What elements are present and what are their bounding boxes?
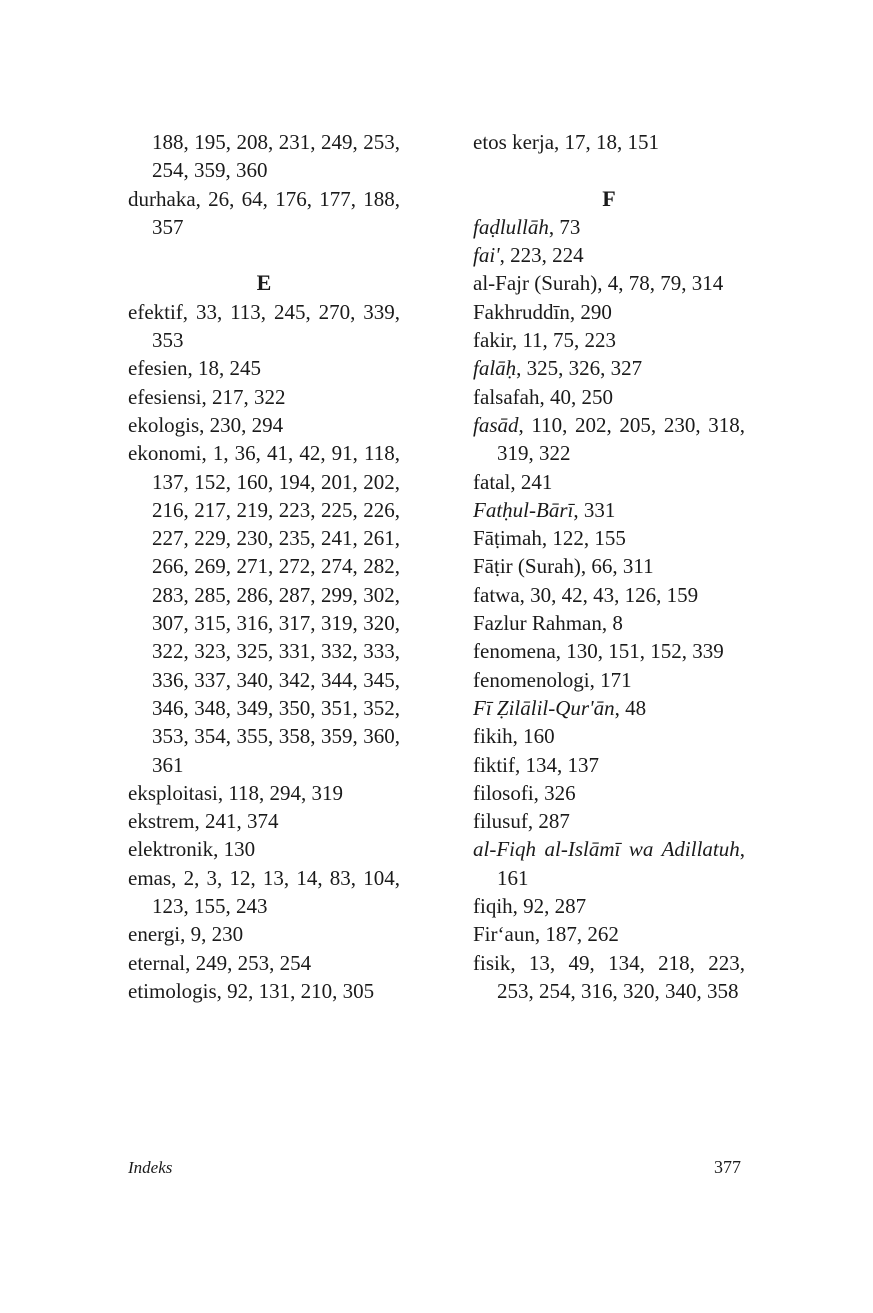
index-term: energi	[128, 922, 181, 947]
index-entry	[473, 949, 745, 1006]
index-pages: , 11, 75, 223	[511, 328, 617, 353]
index-entry	[473, 637, 745, 665]
index-term: falāḥ	[473, 356, 517, 381]
index-pages: , 331	[573, 497, 616, 522]
index-entry	[473, 326, 745, 354]
index-pages: , 40, 250	[539, 384, 613, 409]
index-term: filusuf	[473, 809, 528, 834]
index-pages: , 241, 374	[194, 809, 279, 834]
index-pages: , 33, 113, 245, 270, 339, 353	[152, 299, 400, 353]
index-entry	[473, 779, 745, 807]
right-column	[473, 128, 745, 1005]
index-pages: , 171	[589, 667, 632, 692]
index-entry	[128, 864, 400, 921]
index-term: efektif	[128, 299, 183, 324]
index-pages: , 66, 311	[580, 554, 654, 579]
index-pages: , 2, 3, 12, 13, 14, 83, 104, 123, 155, 243	[152, 865, 400, 919]
left-column	[128, 128, 400, 1005]
index-entry	[128, 920, 400, 948]
index-entry	[473, 213, 745, 241]
index-entry	[473, 524, 745, 552]
index-term: faḍlullāh	[473, 214, 549, 239]
index-pages: , 230, 294	[199, 412, 284, 437]
index-pages: , 160	[512, 724, 555, 749]
index-entry	[473, 807, 745, 835]
index-entry	[128, 411, 400, 439]
index-term: Fāṭir (Surah)	[473, 554, 581, 579]
index-term: fatal	[473, 469, 511, 494]
entries-before-e	[128, 185, 400, 242]
page-number: 377	[714, 1157, 741, 1177]
letter-heading-f: F	[602, 185, 616, 211]
index-pages: , 161	[497, 837, 745, 890]
entries-f	[473, 213, 745, 1005]
index-term: al-Fajr (Surah)	[473, 271, 598, 296]
index-pages: , 187, 262	[534, 922, 619, 947]
index-pages: , 92, 131, 210, 305	[216, 978, 375, 1003]
index-pages: , 249, 253, 254	[185, 950, 312, 975]
index-entry	[473, 552, 745, 580]
index-pages: , 26, 64, 176, 177, 188, 357	[152, 186, 400, 239]
index-term: efesiensi	[128, 384, 202, 409]
index-pages: , 30, 42, 43, 126, 159	[519, 582, 699, 607]
index-entry	[473, 496, 745, 524]
index-term: Fāṭimah	[473, 526, 542, 551]
index-term: fatwa	[473, 582, 520, 607]
index-term: efesien	[128, 356, 188, 381]
index-term: Fazlur Rahman	[473, 611, 602, 636]
index-entry	[473, 609, 745, 637]
index-term: etos kerja	[473, 130, 555, 154]
index-pages: , 8	[601, 611, 623, 636]
index-pages: , 48	[614, 695, 647, 720]
index-pages: , 325, 326, 327	[516, 356, 643, 381]
index-pages: , 1, 36, 41, 42, 91, 118, 137, 152, 160, 194, 201, 202, 216, 217, 219, 223, 225, 226, 227, 229, 230, 235, 241, 261, 266, 269, 271, 272, 274, 282, 283, 285, 286, 287, 299, 302, 307, 315, 316, 317, 319, 320, 322, 323, 325, 331, 332, 333, 336, 337, 340, 342, 344, 345, 346, 348, 349, 350, 351, 352, 353, 354, 355, 358, 359, 360, 361	[152, 441, 400, 777]
index-term: ekstrem	[128, 809, 195, 834]
index-entry	[473, 383, 745, 411]
index-term: durhaka	[128, 186, 196, 211]
index-entry	[128, 977, 400, 1005]
index-entry	[473, 354, 745, 382]
index-entry	[473, 722, 745, 750]
index-pages: , 18, 245	[187, 356, 261, 381]
index-entry	[473, 920, 745, 948]
index-pages: , 73	[548, 214, 581, 239]
index-term: etimologis	[128, 978, 217, 1003]
index-entry	[128, 439, 400, 779]
index-entry	[473, 751, 745, 779]
index-term: fakir	[473, 328, 512, 353]
index-term: eksploitasi	[128, 780, 218, 805]
index-term: filosofi	[473, 780, 534, 805]
index-term: fiktif	[473, 752, 515, 777]
index-pages: , 110, 202, 205, 230, 318, 319, 322	[497, 412, 745, 466]
entries-before-f	[473, 128, 745, 156]
index-entry	[473, 269, 745, 297]
index-pages: , 17, 18, 151	[554, 130, 660, 154]
index-term: Fatḥul-Bārī	[473, 497, 574, 522]
index-entry	[473, 298, 745, 326]
index-entry	[473, 892, 745, 920]
index-entry	[128, 298, 400, 355]
index-term: Fī Ẓilālil-Qur'ān	[473, 695, 615, 720]
index-entry	[473, 835, 745, 892]
index-pages: , 13, 49, 134, 218, 223, 253, 254, 316, 320, 340, 358	[497, 950, 745, 1003]
index-term: Fakhruddīn	[473, 299, 570, 324]
index-term: fasād	[473, 412, 519, 437]
index-pages: , 4, 78, 79, 314	[597, 271, 724, 296]
index-entry	[473, 666, 745, 694]
index-term: elektronik	[128, 837, 214, 862]
index-entry	[128, 835, 400, 863]
letter-heading-e: E	[256, 270, 272, 296]
index-pages: , 9, 230	[180, 922, 244, 947]
index-pages: , 326	[533, 780, 576, 805]
index-entry	[473, 694, 745, 722]
index-term: eternal	[128, 950, 186, 975]
index-entry	[473, 411, 745, 468]
index-pages: , 130, 151, 152, 339	[555, 639, 724, 664]
index-term: al-Fiqh al-Islāmī wa Adillatuh	[473, 837, 740, 862]
index-pages: , 287	[527, 809, 570, 834]
index-entry	[473, 128, 745, 156]
index-pages: , 130	[213, 837, 256, 862]
index-term: fai'	[473, 243, 500, 268]
footer-section-title: Indeks	[128, 1158, 173, 1177]
index-term: fiqih	[473, 894, 513, 919]
index-pages: , 118, 294, 319	[217, 780, 344, 805]
index-entry	[128, 383, 400, 411]
index-pages: , 122, 155	[541, 526, 626, 551]
index-entry	[128, 185, 400, 242]
index-term: falsafah	[473, 384, 540, 409]
index-entry	[128, 779, 400, 807]
index-entry	[473, 241, 745, 269]
index-term: fenomena	[473, 639, 556, 664]
index-term: fikih	[473, 724, 513, 749]
continuation-entry: 188, 195, 208, 231, 249, 253, 254, 359, 360	[152, 130, 400, 183]
index-term: ekologis	[128, 412, 200, 437]
index-term: ekonomi	[128, 441, 202, 466]
index-pages: , 134, 137	[515, 752, 599, 777]
index-entry	[473, 468, 745, 496]
index-term: emas	[128, 865, 172, 890]
index-pages: , 223, 224	[499, 243, 584, 268]
index-pages: , 241	[510, 469, 553, 494]
index-entry	[128, 354, 400, 382]
index-term: Fir‘aun	[473, 922, 535, 947]
index-pages: , 217, 322	[201, 384, 286, 409]
index-term: fisik	[473, 950, 511, 975]
index-entry	[473, 581, 745, 609]
index-entry	[128, 807, 400, 835]
index-entry	[128, 949, 400, 977]
index-term: fenomenologi	[473, 667, 590, 692]
index-pages: , 92, 287	[512, 894, 587, 919]
entries-e	[128, 298, 400, 1005]
index-pages: , 290	[569, 299, 612, 324]
